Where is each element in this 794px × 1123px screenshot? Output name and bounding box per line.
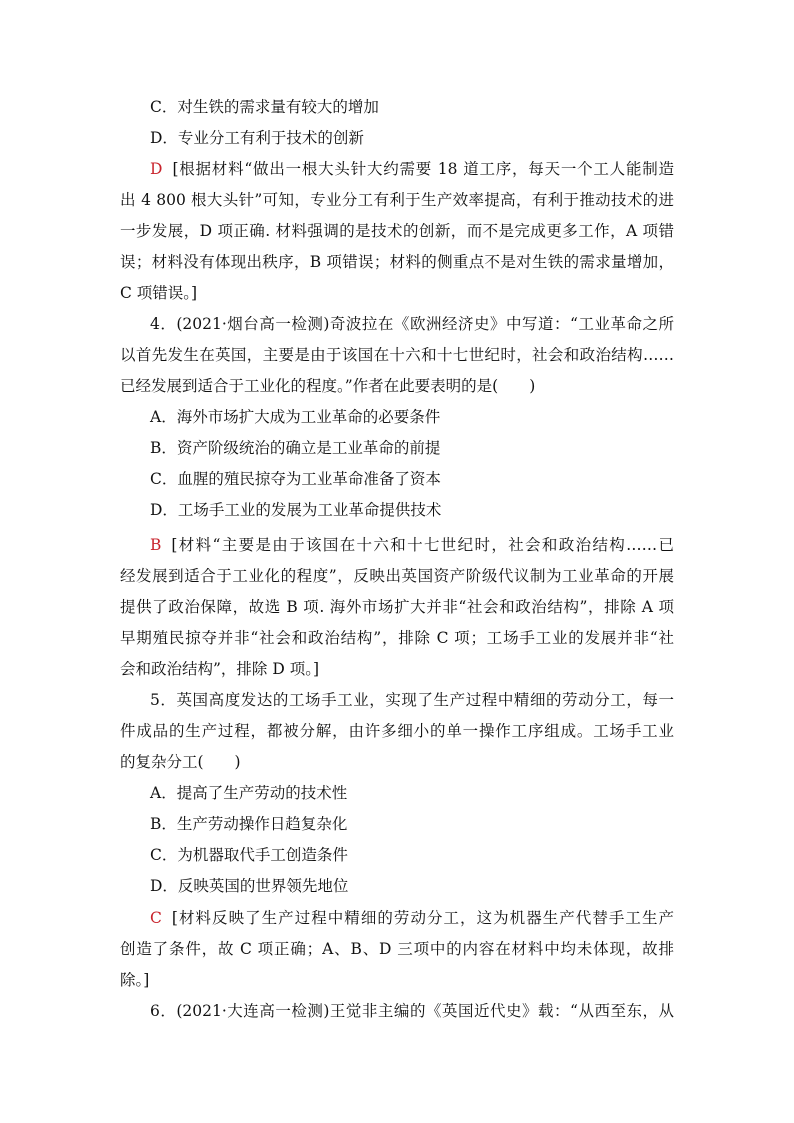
- q4-option-c: C．血腥的殖民掠夺为工业革命准备了资本: [150, 470, 441, 488]
- q5-answer: C: [150, 909, 162, 927]
- q5-explanation-line-3: 除。]: [120, 971, 150, 989]
- q4-option-b: B．资产阶级统治的确立是工业革命的前提: [150, 439, 441, 457]
- q4-option-d: D．工场手工业的发展为工业革命提供技术: [150, 501, 442, 519]
- q5-option-d: D．反映英国的世界领先地位: [150, 877, 349, 895]
- q3-option-c: C．对生铁的需求量有较大的增加: [150, 98, 379, 116]
- q4-explanation-line-5: 会和政治结构”，排除 D 项。]: [120, 660, 320, 678]
- q5-option-c: C．为机器取代手工创造条件: [150, 846, 348, 864]
- q4-explanation-line-4: 早期殖民掠夺并非“社会和政治结构”，排除 C 项；工场手工业的发展并非“社: [120, 629, 674, 647]
- q3-explanation-line-2: 出 4 800 根大头针”可知，专业分工有利于生产效率提高，有利于推动技术的进: [120, 191, 674, 209]
- q4-explanation-line-2: 经发展到适合于工业化的程度”，反映出英国资产阶级代议制为工业革命的开展: [120, 567, 674, 585]
- q5-explanation-line-2: 创造了条件，故 C 项正确；A、B、D 三项中的内容在材料中均未体现，故排: [120, 940, 674, 958]
- q4-stem-line-1: 4．(2021·烟台高一检测)奇波拉在《欧洲经济史》中写道：“工业革命之所: [150, 315, 674, 333]
- q4-answer: B: [150, 536, 162, 554]
- q3-explanation-line-3: 一步发展，D 项正确. 材料强调的是技术的创新，而不是完成更多工作，A 项错: [120, 222, 674, 240]
- q4-stem-line-3: 已经发展到适合于工业化的程度。”作者在此要表明的是( ): [120, 377, 536, 395]
- q5-option-b: B．生产劳动操作日趋复杂化: [150, 815, 348, 833]
- q4-option-a: A．海外市场扩大成为工业革命的必要条件: [150, 408, 441, 426]
- q4-explanation-line-1: B [材料“主要是由于该国在十六和十七世纪时，社会和政治结构……已: [150, 536, 674, 554]
- q3-option-d: D．专业分工有利于技术的创新: [150, 129, 364, 147]
- q4-explanation-line-3: 提供了政治保障，故选 B 项. 海外市场扩大并非“社会和政治结构”，排除 A 项: [120, 598, 674, 616]
- q3-explanation-line-4: 误；材料没有体现出秩序，B 项错误；材料的侧重点不是对生铁的需求量增加，: [120, 253, 674, 271]
- q5-stem-line-2: 件成品的生产过程，都被分解，由许多细小的单一操作工序组成。工场手工业: [120, 722, 674, 740]
- q5-option-a: A．提高了生产劳动的技术性: [150, 784, 348, 802]
- q4-stem-line-2: 以首先发生在英国，主要是由于该国在十六和十七世纪时，社会和政治结构……: [120, 346, 674, 364]
- q3-explanation-line-1: D [根据材料“做出一根大头针大约需要 18 道工序，每天一个工人能制造: [150, 160, 674, 178]
- q5-explanation-line-1: C [材料反映了生产过程中精细的劳动分工，这为机器生产代替手工生产: [150, 909, 674, 927]
- q5-stem-line-3: 的复杂分工( ): [120, 753, 241, 771]
- q3-explanation-line-5: C 项错误。]: [120, 284, 198, 302]
- q3-answer: D: [150, 160, 163, 178]
- q6-stem-line-1: 6．(2021·大连高一检测)王觉非主编的《英国近代史》载：“从西至东，从: [150, 1002, 674, 1020]
- q5-stem-line-1: 5．英国高度发达的工场手工业，实现了生产过程中精细的劳动分工，每一: [150, 691, 674, 709]
